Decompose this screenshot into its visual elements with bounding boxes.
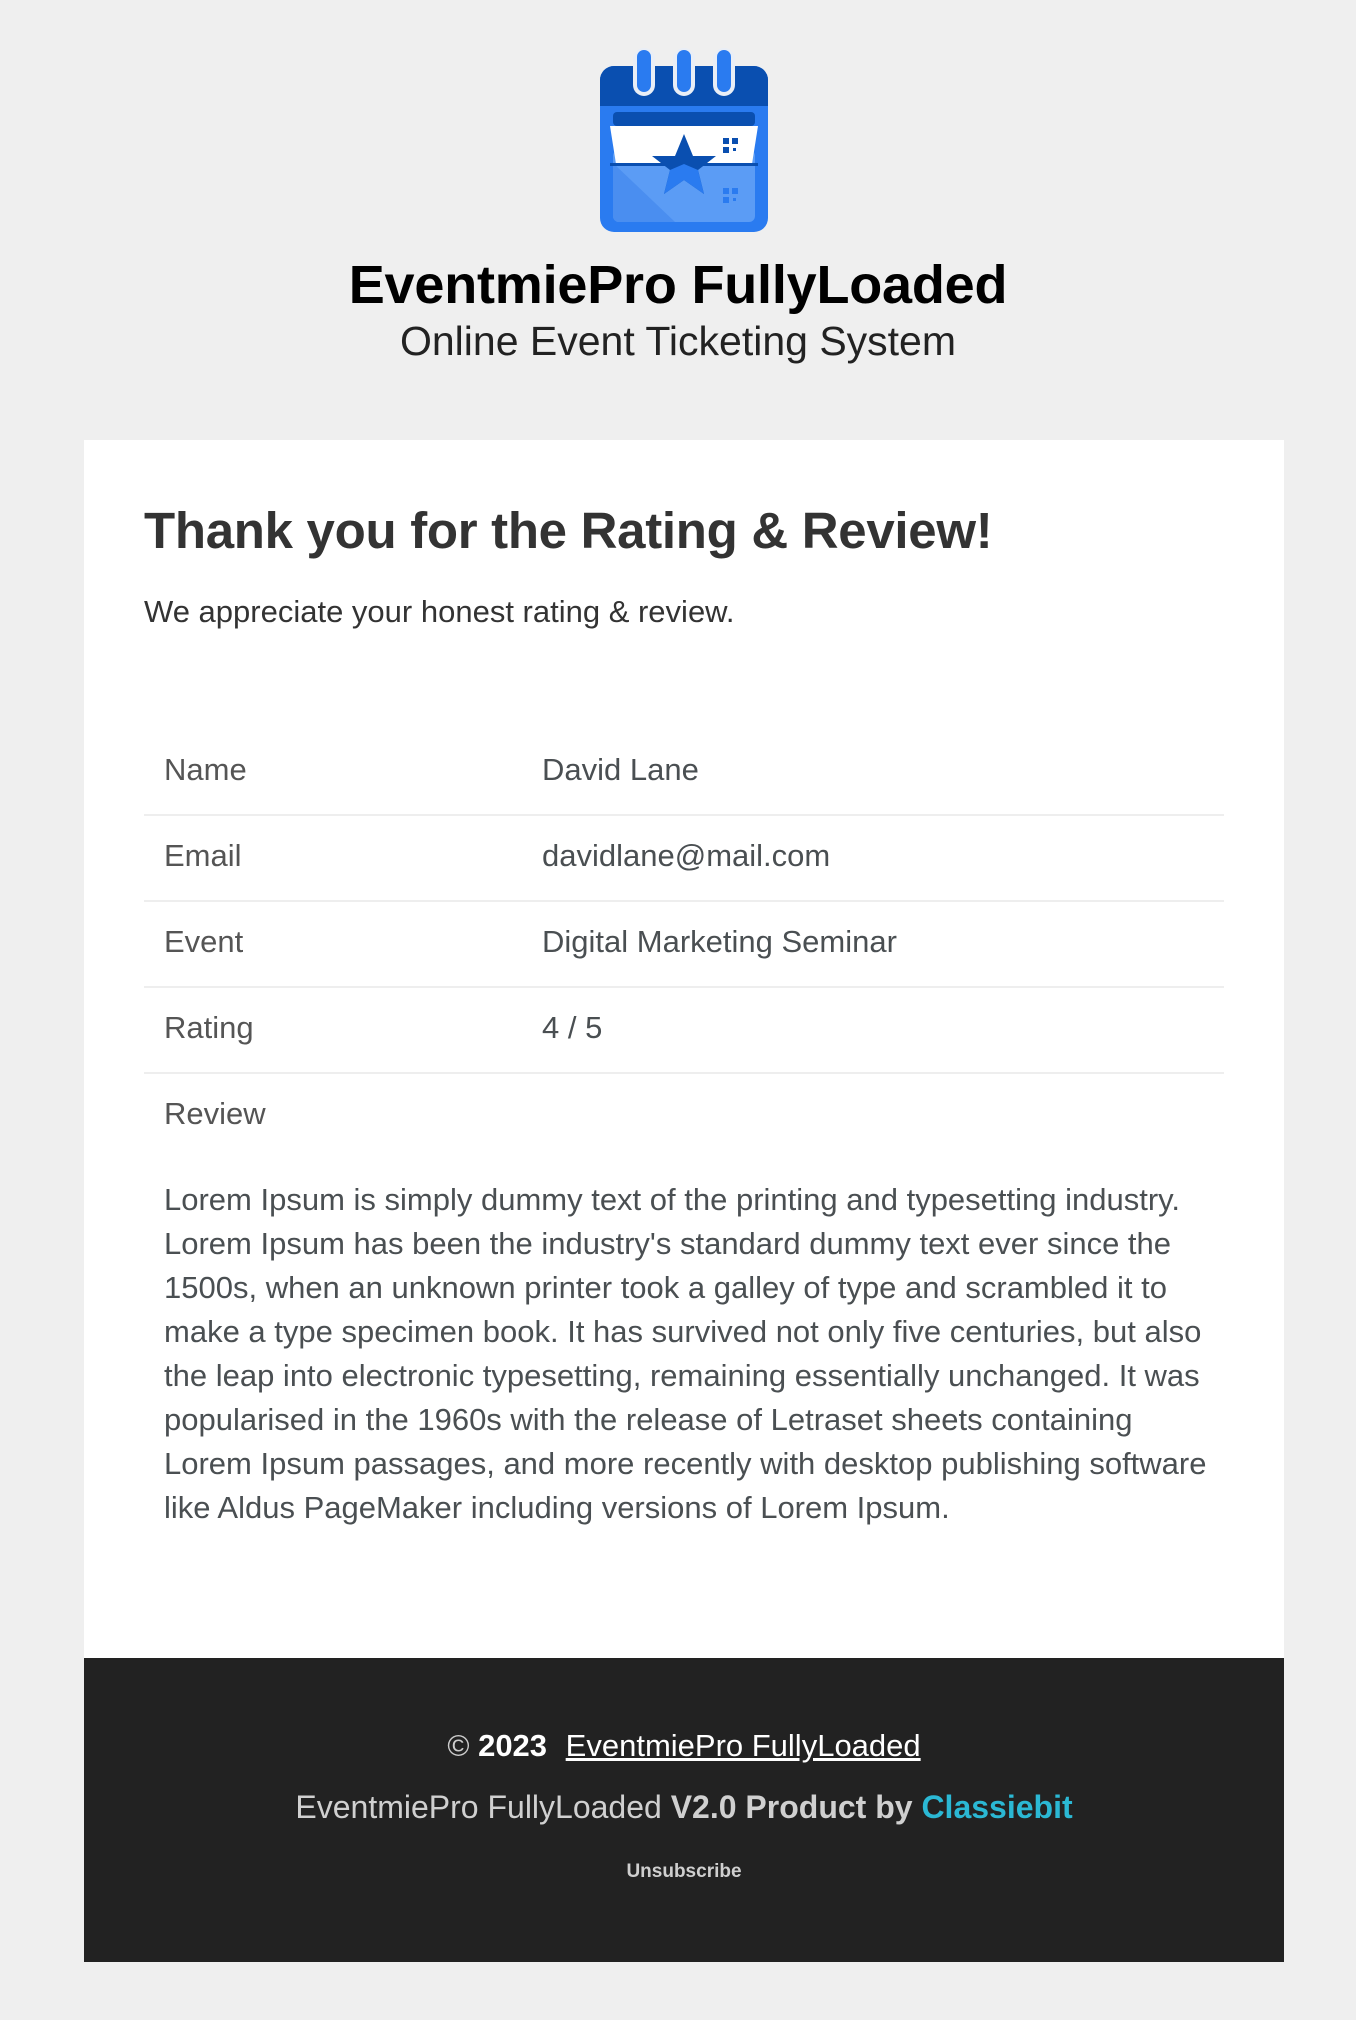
copyright-line: [84, 1726, 1284, 1767]
row-value-name: David Lane: [542, 752, 699, 787]
row-label-event: Event: [164, 924, 244, 959]
page-title: Thank you for the Rating & Review!: [144, 502, 993, 559]
unsubscribe-line: [84, 1860, 1284, 1884]
company-link[interactable]: Classiebit: [921, 1789, 1073, 1825]
row-label-rating: Rating: [164, 1010, 254, 1045]
calendar-ticket-star-icon: [600, 48, 768, 232]
review-text: Lorem Ipsum is simply dummy text of the printing and typesetting industry. Lorem Ipsum has been the industry's standard dummy text ever since the 1500s, when an unknown printer took a galley of type and scrambled it to make a type specimen book. It has survived not only five centuries, but also the leap into electronic typesetting, remaining essentially unchanged. It was popularised in the 1960s with the release of Letraset sheets containing Lorem Ipsum passages, and more recently with desktop publishing software like Aldus PageMaker including versions of Lorem Ipsum.: [164, 1182, 1207, 1525]
row-value-rating: 4 / 5: [542, 1010, 603, 1045]
table-row: [144, 1074, 1224, 1160]
copyright-icon: ©: [447, 1730, 470, 1763]
site-link[interactable]: EventmiePro FullyLoaded: [565, 1728, 921, 1763]
product-by-label: Product by: [745, 1789, 913, 1825]
details-table: [144, 730, 1224, 1160]
footer: [84, 1658, 1284, 1962]
row-label-email: Email: [164, 838, 242, 873]
row-value-event: Digital Marketing Seminar: [542, 924, 897, 959]
brand-title: EventmiePro FullyLoaded: [348, 255, 1008, 315]
unsubscribe-link[interactable]: Unsubscribe: [626, 1861, 742, 1882]
intro-text: We appreciate your honest rating & review.: [144, 594, 735, 629]
row-label-review: Review: [164, 1096, 266, 1131]
table-row: [144, 902, 1224, 988]
row-label-name: Name: [164, 752, 247, 787]
row-value-email: davidlane@mail.com: [542, 838, 831, 873]
product-name: EventmiePro FullyLoaded: [295, 1789, 662, 1825]
product-line: [84, 1786, 1284, 1828]
product-version: V2.0: [670, 1789, 737, 1825]
copyright-year: 2023: [478, 1728, 548, 1763]
table-row: [144, 988, 1224, 1074]
table-row: [144, 816, 1224, 902]
brand-subtitle: Online Event Ticketing System: [399, 318, 957, 364]
table-row: [144, 730, 1224, 816]
content-card: [84, 440, 1284, 1658]
